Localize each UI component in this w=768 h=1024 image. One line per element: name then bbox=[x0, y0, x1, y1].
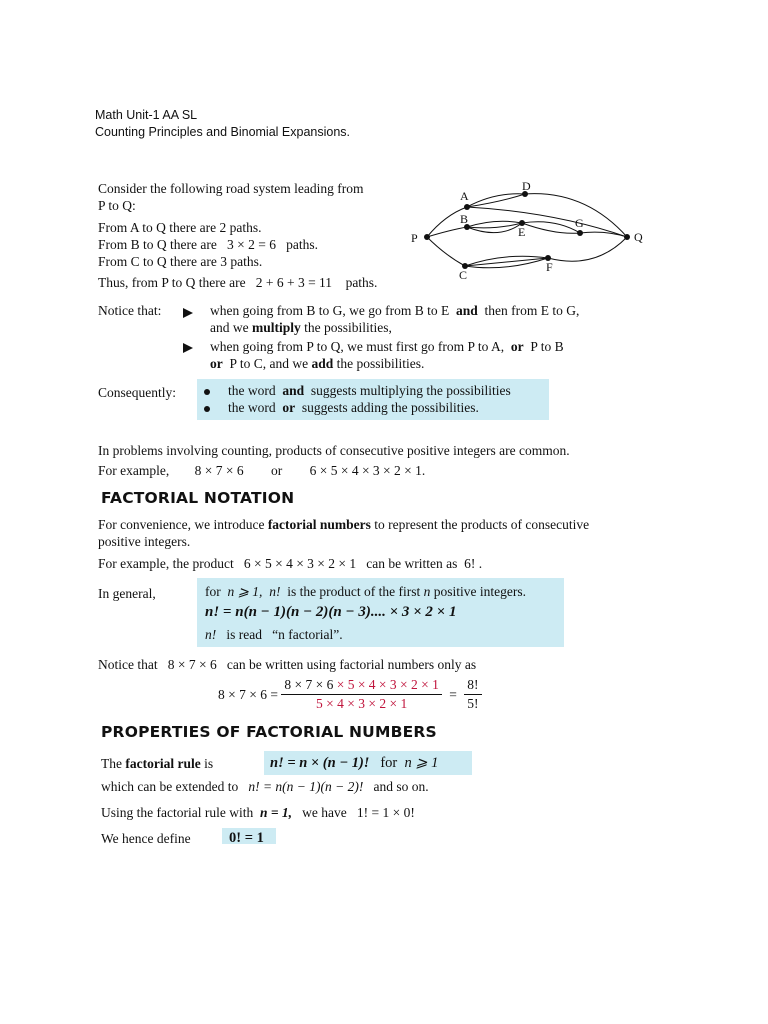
products-example: For example, 8 × 7 × 6 or 6 × 5 × 4 × 3 × 2 × 1. bbox=[98, 463, 426, 478]
bullet-dot-icon bbox=[204, 406, 210, 412]
define-label: We hence define bbox=[101, 831, 191, 846]
factorial-convenience-line2: positive integers. bbox=[98, 534, 191, 549]
factorial-convenience-line1: For convenience, we introduce factorial numbers to represent the products of consecutive bbox=[98, 517, 590, 532]
node-a bbox=[464, 204, 470, 210]
triangle-bullet-icon bbox=[183, 343, 193, 353]
label-p: P bbox=[411, 231, 418, 245]
factorial-rule-extension: which can be extended to n! = n(n − 1)(n − 2)! and so on. bbox=[101, 779, 429, 794]
node-q bbox=[624, 234, 630, 240]
factorial-definition-formula: n! = n(n − 1)(n − 2)(n − 3).... × 3 × 2 × 1 bbox=[205, 604, 457, 620]
notice-item2-line2: or P to C, and we add the possibilities. bbox=[210, 356, 425, 371]
road-b-to-q: From B to Q there are 3 × 2 = 6 paths. bbox=[98, 237, 318, 252]
triangle-bullet-icon bbox=[183, 308, 193, 318]
road-a-to-q: From A to Q there are 2 paths. bbox=[98, 220, 262, 235]
label-e: E bbox=[518, 225, 526, 239]
notice2-result-fraction: $\frac{8!}{5!}$ bbox=[464, 676, 481, 713]
label-q: Q bbox=[634, 230, 643, 244]
road-p-b bbox=[427, 227, 467, 237]
node-g bbox=[577, 230, 583, 236]
factorial-rule-formula: n! = n × (n − 1)! for n ⩾ 1 bbox=[270, 755, 439, 771]
notice-item1-line2: and we multiply the possibilities, bbox=[210, 320, 392, 335]
road-network-diagram bbox=[405, 180, 655, 285]
factorial-example: For example, the product 6 × 5 × 4 × 3 × 2 × 1 can be written as 6! . bbox=[98, 556, 483, 571]
bullet-dot-icon bbox=[204, 389, 210, 395]
doc-title: Math Unit-1 AA SL bbox=[95, 108, 198, 122]
label-g: G bbox=[575, 216, 584, 230]
factorial-definition-read: n! is read “n factorial”. bbox=[205, 627, 343, 642]
notice2-text: Notice that 8 × 7 × 6 can be written using factorial numbers only as bbox=[98, 657, 477, 672]
road-thus: Thus, from P to Q there are 2 + 6 + 3 = 11 paths. bbox=[98, 275, 378, 290]
notice2-equation: 8 × 7 × 6 = $\frac{8 \times 7 \times 6 \times 5 \times 4 \times 3 \times 2 \times 1}{5 \times 4 \times 3 \times 2 \times 1}$ = $\frac{8!}{5!}$ bbox=[218, 676, 482, 713]
factorial-rule-using: Using the factorial rule with n = 1, we have 1! = 1 × 0! bbox=[101, 805, 415, 820]
label-c: C bbox=[459, 268, 468, 282]
label-d: D bbox=[522, 180, 531, 193]
notice2-fraction: $\frac{8 \times 7 \times 6 \times 5 \times 4 \times 3 \times 2 \times 1}{5 \times 4 \times 3 \times 2 \times 1}$ bbox=[281, 676, 442, 713]
road-p-c bbox=[427, 237, 465, 266]
road-b-e-2 bbox=[467, 223, 522, 228]
road-f-q bbox=[548, 237, 627, 261]
notice-item2-line1: when going from P to Q, we must first go from P to A, or P to B bbox=[210, 339, 564, 354]
heading-factorial-notation: FACTORIAL NOTATION bbox=[101, 489, 295, 507]
in-general-label: In general, bbox=[98, 586, 156, 601]
factorial-definition-line1: for n ⩾ 1, n! is the product of the first n positive integers. bbox=[205, 584, 527, 599]
consequently-line2: the word or suggests adding the possibilities. bbox=[228, 400, 479, 415]
road-intro-line2: P to Q: bbox=[98, 198, 136, 213]
consequently-label: Consequently: bbox=[98, 385, 176, 400]
factorial-rule-label: The factorial rule is bbox=[101, 756, 214, 771]
road-intro-line1: Consider the following road system leading from bbox=[98, 181, 364, 196]
label-f: F bbox=[546, 260, 553, 274]
road-c-to-q: From C to Q there are 3 paths. bbox=[98, 254, 263, 269]
node-p bbox=[424, 234, 430, 240]
doc-subtitle: Counting Principles and Binomial Expansions. bbox=[95, 125, 351, 139]
consequently-line1: the word and suggests multiplying the possibilities bbox=[228, 383, 511, 398]
products-intro: In problems involving counting, products of consecutive positive integers are common. bbox=[98, 443, 570, 458]
road-g-q bbox=[580, 232, 627, 237]
notice-item1-line1: when going from B to G, we go from B to E and then from E to G, bbox=[210, 303, 580, 318]
heading-properties: PROPERTIES OF FACTORIAL NUMBERS bbox=[101, 723, 437, 741]
label-b: B bbox=[460, 212, 469, 226]
road-a-d-1 bbox=[467, 194, 525, 207]
zero-factorial-definition: 0! = 1 bbox=[229, 830, 264, 846]
road-b-e-1 bbox=[467, 221, 522, 227]
label-a: A bbox=[460, 189, 469, 203]
notice-label: Notice that: bbox=[98, 303, 162, 318]
